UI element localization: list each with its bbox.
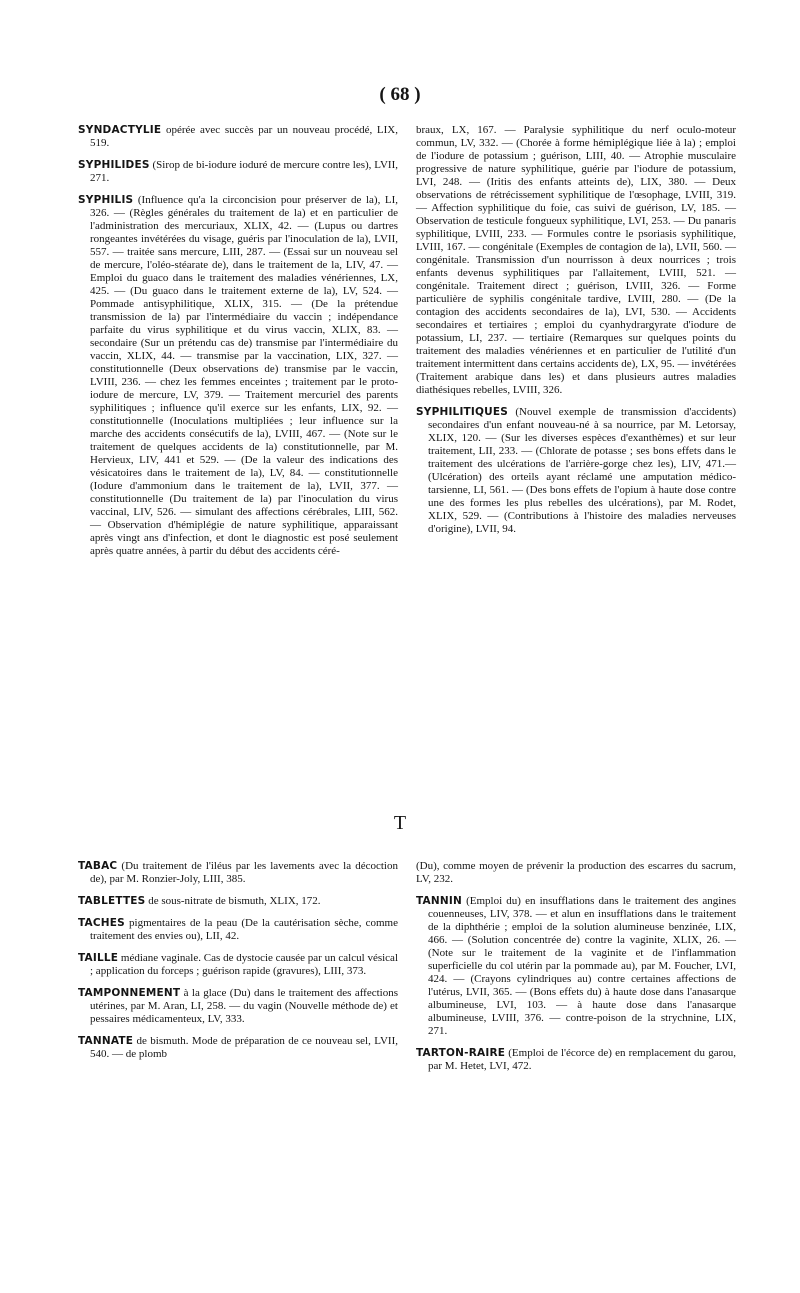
entry-headword: TARTON-RAIRE (416, 1047, 506, 1059)
column-t-right (416, 860, 736, 1082)
entry-text: braux, LX, 167. — Paralysie syphilitique du nerf oculo-moteur commun, LV, 332. — (Chorée à forme hémiplégique liée à la) ; emploi de l'iodure de potassium ; guérison, LIII, 40. — Atrophie musculaire progressive de nature syphilitique, guérie par l'iodure de potassium, LVI, 248. — (Iritis des enfants atteints de), LIX, 380. — Deux observations de rétrécissement syphilitique de l'œsophage, LVIII, 319. — Affection syphilitique du foie, cas suivi de guérison, LV, 185. — Observation de testicule fongueux syphilitique, LVI, 253. — Du panaris syphilitique, LVIII, 233. — Formules contre le psoriasis syphilitique, LVIII, 167. — congénitale (Exemples de contagion de la), LVII, 560. — congénitale. Transmission d'un nourrisson à deux nourrices ; trois enfants devenus syphilitiques par l'allaitement, LVIII, 521. — congénitale. Traitement direct ; guérison, LVIII, 326. — Forme particulière de syphilis congénitale tardive, LVIII, 280. — (De la contagion des accidents secondaires de la), LVI, 530. — Accidents secondaires et tertiaires ; emploi du cyanhydrargyrate d'iodure de potassium, LI, 237. — tertiaire (Remarques sur quelques points du traitement des maladies vénériennes et en particulier de l'utilité d'un traitement intermittent dans certains accidents de), LX, 95. — invétérées (Traitement arabique dans les) et dans plusieurs autres maladies diathésiques rebelles, LVIII, 326. (416, 124, 736, 396)
index-entry (416, 1047, 736, 1073)
index-entry (78, 895, 398, 908)
entry-text: de sous-nitrate de bismuth, XLIX, 172. (145, 895, 321, 907)
entry-headword: TANNATE (78, 1035, 134, 1047)
column-s-right (416, 124, 736, 545)
entry-text: (Sirop de bi-iodure ioduré de mercure contre les), LVII, 271. (90, 159, 398, 184)
entry-text: (Emploi du) en insufflations dans le traitement des angines couenneuses, LIV, 378. — et alun en insufflations dans le traitement de la diphthérie ; emploi de la solution alumineuse benzinée, LIX, 466. — (Solution concentrée de) contre la vaginite, XLIX, 26. — (Note sur le traitement de la vaginite et de l'inflammation superficielle du col utérin par la pommade au), par M. Foucher, LVI, 424. — (Crayons cylindriques au) contre certaines affections de l'utérus, LVII, 365. — (Bons effets du) à haute dose dans l'anasarque albumineuse, LVI, 103. — à haute dose dans l'anasarque albumineuse, LVIII, 376. — contre-poison de la strychnine, LIX, 271. (428, 895, 736, 1037)
column-t-left (78, 860, 398, 1070)
entry-headword: SYPHILITIQUES (416, 406, 509, 418)
entry-text: opérée avec succès par un nouveau procédé, LIX, 519. (90, 124, 398, 149)
index-entry (78, 124, 398, 150)
entry-headword: SYPHILIS (78, 194, 134, 206)
index-entry (78, 987, 398, 1026)
entry-headword: TAILLE (78, 952, 119, 964)
entry-text: (Influence qu'a la circoncision pour préserver de la), LI, 326. — (Règles générales du traitement de la) et en particulier de l'administration des mercuriaux, XLIX, 42. — (Lupus ou dartres rongeantes invétérées du visage, guéris par l'inoculation de la), LVII, 557. — traitée sans mercure, LIII, 287. — (Essai sur un nouveau sel de mercure, l'oléo-stéarate de), dans le traitement de la, LIV, 47. — Emploi du guaco dans le traitement des maladies vénériennes, LX, 425. — (Du guaco dans le traitement externe de la), LV, 524. — Pommade antisyphilitique, XLIX, 315. — (De la prétendue transmission de la) par l'intermédiaire du vaccin ; indépendance parfaite du virus syphilitique et du virus vaccin, XLIX, 83. — secondaire (Sur un prétendu cas de) transmise par l'intermédiaire du vaccin, XLIX, 44. — transmise par la vaccination, LIX, 327. — constitutionnelle (Deux observations de) transmise par le vaccin, LVIII, 236. — chez les femmes enceintes ; traitement par le proto-iodure de mercure, LV, 379. — Traitement mercuriel des parents syphilitiques ; influence qu'il exerce sur les enfants, LIX, 92. — constitutionnelle (Inoculations multipliées ; leur influence sur la marche des accidents consécutifs de la), LVIII, 467. — (Note sur le traitement de quelques accidents de la) constitutionnelle, par M. Hervieux, LIV, 441 et 529. — (De la valeur des indications des vésicatoires dans le traitement de la), LV, 84. — constitutionnelle (Iodure d'ammonium dans le traitement de la), LVII, 377. — constitutionnelle (Du traitement de la) par l'inoculation du virus vaccinal, LIV, 526. — simulant des affections cérébrales, LIII, 562. — Observation d'hémiplégie de nature syphilitique, apparaissant après vingt ans d'infection, et dont le diagnostic est posé seulement après quatre années, à partir du début des accidents céré- (90, 194, 398, 557)
column-s-left (78, 124, 398, 567)
index-entry (78, 952, 398, 978)
index-entry (78, 194, 398, 558)
entry-text: (Du traitement de l'iléus par les lavements avec la décoction de), par M. Ronzier-Joly, LIII, 385. (90, 860, 398, 885)
entry-headword: TANNIN (416, 895, 462, 907)
section-letter: T (393, 812, 407, 834)
index-entry (416, 860, 736, 886)
index-entry (78, 917, 398, 943)
entry-headword: TABAC (78, 860, 118, 872)
index-entry (78, 1035, 398, 1061)
entry-text: (Du), comme moyen de prévenir la production des escarres du sacrum, LV, 232. (416, 860, 736, 885)
entry-text: pigmentaires de la peau (De la cautérisation sèche, comme traitement des envies ou), LII, 42. (90, 917, 398, 942)
index-entry (78, 860, 398, 886)
entry-headword: SYPHILIDES (78, 159, 150, 171)
entry-text: (Emploi de l'écorce de) en remplacement du garou, par M. Hetet, LVI, 472. (428, 1047, 736, 1072)
entry-headword: TABLETTES (78, 895, 146, 907)
entry-headword: TACHES (78, 917, 125, 929)
entry-text: de bismuth. Mode de préparation de ce nouveau sel, LVII, 540. — de plomb (90, 1035, 398, 1060)
index-entry (416, 406, 736, 536)
entry-text: à la glace (Du) dans le traitement des affections utérines, par M. Aran, LI, 258. — du vagin (Nouvelle méthode de) et pessaires médicamenteux, LV, 333. (90, 987, 398, 1025)
entry-headword: SYNDACTYLIE (78, 124, 162, 136)
index-entry (416, 895, 736, 1038)
index-entry (416, 124, 736, 397)
entry-text: (Nouvel exemple de transmission d'accidents) secondaires d'un enfant nouveau-né à sa nourrice, par M. Letorsay, XLIX, 120. — (Sur les diverses espèces d'exanthèmes) et sur leur traitement, LII, 233. — (Chlorate de potasse ; ses bons effets dans le traitement des ulcérations de l'arrière-gorge chez les), LIV, 471.—(Ulcération) des orteils ayant réclamé une amputation médico-tarsienne, LI, 561. — (Des bons effets de l'opium à haute dose contre une des formes les plus rebelles des ulcérations), par M. Rodet, XLIX, 529. — (Contributions à l'histoire des maladies nerveuses d'origine), LVII, 94. (428, 406, 736, 535)
entry-text: médiane vaginale. Cas de dystocie causée par un calcul vésical ; application du forceps ; guérison rapide (gravures), LIII, 373. (90, 952, 398, 977)
page-number: ( 68 ) (379, 84, 421, 105)
index-entry (78, 159, 398, 185)
entry-headword: TAMPONNEMENT (78, 987, 181, 999)
